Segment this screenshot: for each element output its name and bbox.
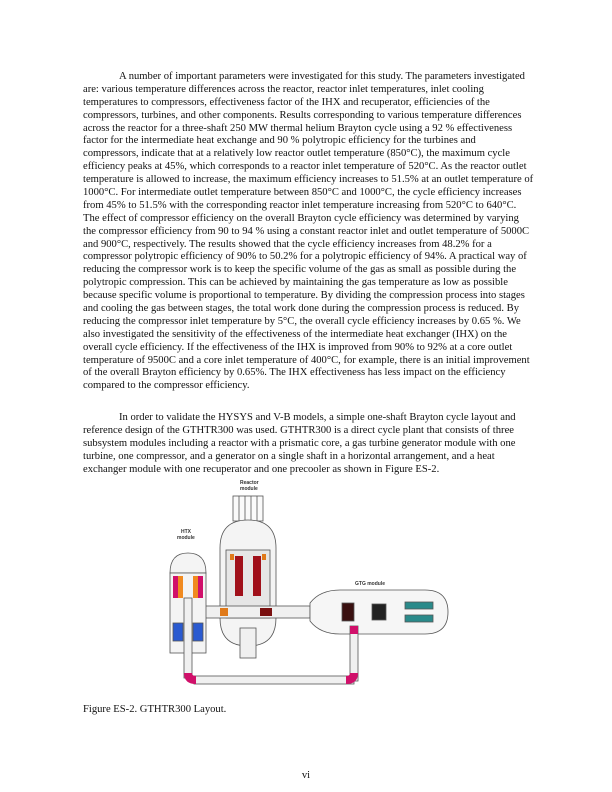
text-line: compressors, turbines, and other components. Results corresponding to various temperature differences [83, 109, 522, 121]
text-line: 1000°C. For intermediate outlet temperature between 850°C and 1000°C, the cycle efficiency increases [83, 187, 522, 199]
text-line: compressors, indicate that at a relatively low reactor outlet temperature (850°C), the maximum cycle [83, 148, 510, 160]
figure-caption: Figure ES-2. GTHTR300 Layout. [83, 704, 227, 715]
text-line: turbine, one compressor, and a generator on a single shaft in a horizontal arrangement, and a heat [83, 450, 495, 462]
text-line: from 45% to 51.5% with the corresponding reactor inlet temperature increasing from 520°C to 640°C. [83, 199, 517, 211]
text-line: the compressor efficiency from 90 to 94 % using a constant reactor inlet and outlet temperature of 5000C [83, 225, 530, 237]
text-line: also investigated the sensitivity of the effectiveness of the intermediate heat exchanger (IHX) on the [83, 328, 507, 340]
text-line: because specific volume is proportional to temperature. By dividing the compression process into stages [83, 290, 525, 302]
text-line: exchanger module with one recuperator and one precooler as shown in Figure ES-2. [83, 463, 440, 475]
page-number: vi [301, 770, 311, 781]
text-line: across the reactor for a three-shaft 250 MW thermal helium Brayton cycle using a 92 % effectiveness [83, 122, 513, 134]
text-line: and 900°C, respectively. The results showed that the cycle efficiency increases from 48.2% for a [83, 238, 492, 250]
text-line: temperature of 9500C and a core inlet temperature of 400°C, for example, there is an initial improvement [83, 354, 530, 366]
text-line: overall cycle efficiency. If the effectiveness of the IHX is improved from 90% to 92% at a core outlet [83, 341, 513, 353]
text-line: reducing the compressor inlet temperature by 5°C, the overall cycle efficiency increases by 0.65 %. We [83, 315, 521, 327]
text-line: reducing the compressor work is to keep the specific volume of the gas as small as possible during the [83, 264, 517, 276]
text-line: of the overall Brayton efficiency by 0.65%. The IHX effectiveness has less impact on the efficiency [83, 367, 506, 379]
gthtr300-layout-figure [160, 478, 460, 700]
text-line: are: various temperature differences across the reactor, reactor inlet temperatures, inlet cooling [83, 83, 484, 95]
text-line: factor for the intermediate heat exchange and 90 % polytropic efficiency for the turbines and [83, 135, 476, 147]
text-line: temperatures to compressors, effectiveness factor of the IHX and recuperator, efficiencies of the [83, 96, 490, 108]
label-htx-line2: module [177, 535, 195, 541]
paragraph-parameters [83, 71, 543, 393]
paragraph-validation [83, 412, 543, 476]
text-line: A number of important parameters were investigated for this study. The parameters investigated [119, 71, 525, 82]
label-htx-line1: HTX [181, 529, 191, 535]
text-line: compared to the compressor efficiency. [83, 380, 250, 392]
text-line: and cooling the gas between stages, the total work done during the compression process is reduced. By [83, 303, 519, 315]
text-line: subsystem modules including a reactor with a prismatic core, a gas turbine generator module with one [83, 437, 516, 449]
text-line: The effect of compressor efficiency on the overall Brayton cycle efficiency was determined by varying [83, 212, 519, 224]
text-line: reference design of the GTHTR300 was used. GTHTR300 is a direct cycle plant that consists of three [83, 424, 514, 436]
gthtr300-diagram [160, 478, 460, 700]
text-line: temperature is allowed to increase, the maximum efficiency increases to 51.5% at an outlet temperature of [83, 174, 534, 186]
label-gtg: GTG module [355, 581, 385, 587]
label-reactor-line2: module [240, 486, 258, 492]
text-line: compressor polytropic efficiency of 90% to 50.2% for a polytropic efficiency of 94%. A practical way of [83, 251, 527, 263]
text-line: polytropic compression. This can be achieved by maintaining the gas temperature as low as possible [83, 277, 508, 289]
text-line: In order to validate the HYSYS and V-B models, a simple one-shaft Brayton cycle layout and [119, 412, 516, 423]
label-reactor-line1: Reactor [240, 480, 259, 486]
text-line: efficiency peaks at 45%, which corresponds to a reactor inlet temperature of 520°C. As the reactor outlet [83, 161, 527, 173]
